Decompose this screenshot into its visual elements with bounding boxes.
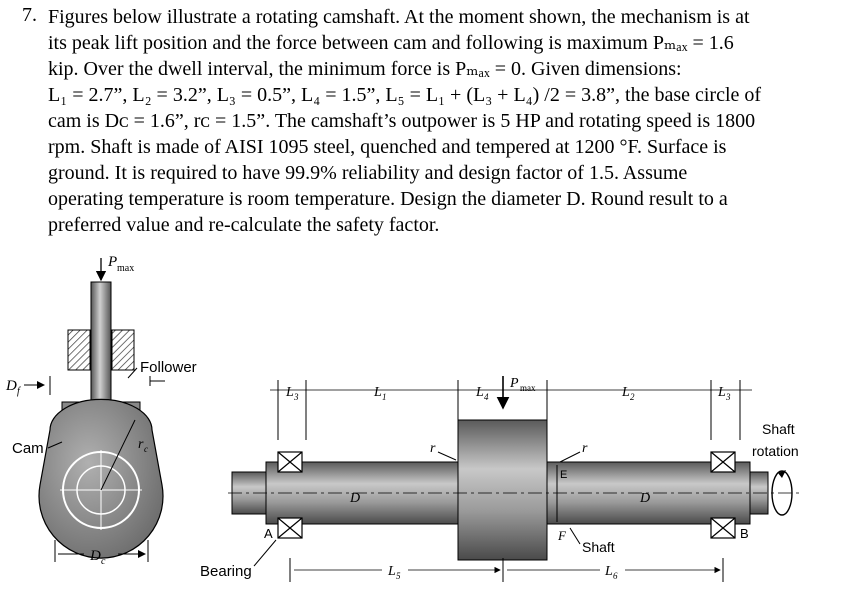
l3-left-sub: 3 (294, 392, 299, 402)
shaft-pmax-label: P (510, 376, 519, 391)
df-label: D (6, 378, 17, 394)
r-left-leader (438, 452, 456, 460)
rc-label: r (138, 437, 144, 452)
left-pmax-label: P (108, 254, 118, 270)
f-label: F (558, 528, 566, 543)
l4-sub: 4 (484, 392, 489, 402)
l3-right-sub: 3 (726, 392, 731, 402)
r-right-leader (560, 452, 580, 462)
b-label: B (740, 526, 749, 541)
bearing-label: Bearing (200, 563, 252, 580)
dc-sub: c (101, 556, 106, 567)
l1-label: L (374, 385, 382, 400)
camshaft-diagram-svg (0, 240, 847, 586)
follower-guide-right (112, 330, 134, 370)
l6-sub: 6 (613, 571, 618, 581)
problem-line-2: its peak lift position and the force between cam and following is maximum Pₘₐₓ = 1.6 (48, 32, 734, 54)
problem-line-8: operating temperature is room temperature. Design the diameter D. Round result to a (48, 188, 728, 210)
problem-line-5: cam is Dᴄ = 1.6”, rᴄ = 1.5”. The camshaft’s outpower is 5 HP and rotating speed is 1800 (48, 110, 756, 132)
follower-guide-left (68, 330, 90, 370)
problem-number: 7. (22, 4, 37, 26)
d-left-label: D (350, 491, 361, 506)
shaft-pmax-sub: max (520, 383, 536, 393)
l5-label: L (388, 564, 396, 579)
rc-sub: c (144, 444, 148, 454)
r-right-label: r (582, 441, 588, 456)
shaft-view (200, 376, 800, 582)
bearing-leader (254, 540, 276, 566)
shaft-label: Shaft (582, 539, 615, 555)
problem-line-3: kip. Over the dwell interval, the minimum force is Pₘₐₓ = 0. Given dimensions: (48, 58, 682, 80)
d-right-label: D (640, 491, 651, 506)
l2-label: L (622, 385, 630, 400)
problem-line-4: L₁ = 2.7”, L₂ = 3.2”, L₃ = 0.5”, L₄ = 1.5”, L₅ = L₁ + (L₃ + L₄) /2 = 3.8”, the base circle of (48, 84, 762, 106)
l3-left-label: L (286, 385, 294, 400)
problem-line-7: ground. It is required to have 99.9% reliability and design factor of 1.5. Assume (48, 162, 688, 184)
df-sub: f (17, 386, 20, 397)
a-label: A (264, 526, 273, 541)
dc-label: D (90, 548, 101, 564)
e-label: E (560, 469, 568, 481)
cam-section (458, 420, 547, 560)
problem-line-6: rpm. Shaft is made of AISI 1095 steel, quenched and tempered at 1200 °F. Surface is (48, 136, 727, 158)
l5-sub: 5 (396, 571, 401, 581)
l3-right-label: L (718, 385, 726, 400)
l1-sub: 1 (382, 392, 387, 402)
l2-sub: 2 (630, 392, 635, 402)
problem-line-1: Figures below illustrate a rotating camshaft. At the moment shown, the mechanism is at (48, 6, 750, 28)
camshaft-figure (0, 240, 847, 586)
l6-label: L (605, 564, 613, 579)
cam-label: Cam (12, 440, 44, 457)
follower-label: Follower (140, 359, 197, 376)
shaft-rotation-label-1: Shaft (762, 421, 795, 437)
shaft-rotation-label-2: rotation (752, 443, 799, 459)
r-left-label: r (430, 441, 436, 456)
problem-line-9: preferred value and re-calculate the safety factor. (48, 214, 440, 236)
l4-label: L (476, 385, 484, 400)
follower-stem (91, 282, 111, 402)
left-pmax-sub: max (117, 263, 135, 274)
cam-follower-view (5, 254, 197, 567)
shaft-leader (570, 528, 580, 544)
